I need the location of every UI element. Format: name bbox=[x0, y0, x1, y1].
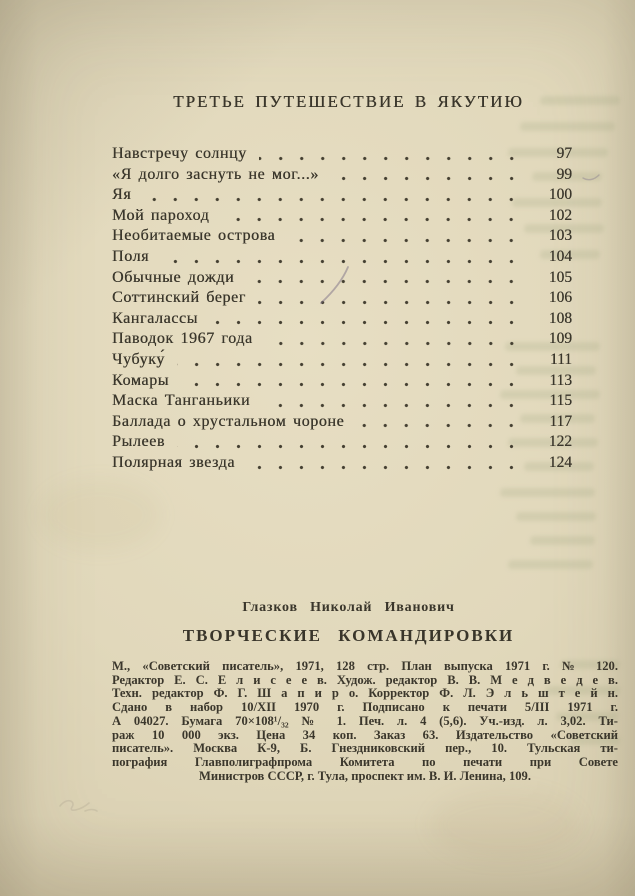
toc-entry-page: 117 bbox=[549, 412, 572, 430]
toc-entry-title: Баллада о хрустальном чороне bbox=[112, 412, 345, 430]
toc-entry-title: «Я долго заснуть не мог...» bbox=[112, 165, 319, 183]
toc-entry-title: Поля bbox=[112, 247, 150, 265]
toc-row bbox=[112, 412, 572, 433]
colophon-line: Техн. редактор Ф. Г. Ш а п и р о. Корректор Ф. Л. Э л ь ш т е й н. bbox=[112, 686, 618, 701]
toc-entry-page: 104 bbox=[548, 247, 572, 265]
colophon-line: пография Главполиграфпрома Комитета по печати при Совете bbox=[112, 754, 618, 769]
toc-entry-title: Кангалассы bbox=[112, 309, 198, 327]
toc-entry-title: Яя bbox=[112, 186, 132, 204]
toc-entry-page: 106 bbox=[548, 289, 572, 307]
dot-leader bbox=[356, 423, 522, 428]
author-name: Глазков Николай Иванович bbox=[242, 600, 455, 615]
toc-entry-page: 103 bbox=[548, 227, 572, 245]
toc-row bbox=[112, 453, 572, 474]
toc-entry-page: 122 bbox=[548, 433, 572, 451]
dot-leader bbox=[143, 197, 522, 202]
toc-row bbox=[112, 206, 572, 227]
dot-leader bbox=[262, 403, 522, 408]
dot-leader bbox=[177, 444, 522, 449]
colophon-line: Сдано в набор 10/XII 1970 г. Подписано к печати 5/III 1971 г. bbox=[112, 700, 618, 715]
toc-entry-title: Мой пароход bbox=[112, 206, 210, 224]
colophon bbox=[112, 660, 618, 783]
toc-row bbox=[112, 185, 572, 206]
toc-entry-page: 108 bbox=[548, 309, 572, 327]
toc-entry-page: 105 bbox=[548, 268, 572, 286]
section-title: ТРЕТЬЕ ПУТЕШЕСТВИЕ В ЯКУТИЮ bbox=[173, 92, 524, 111]
book-title: ТВОРЧЕСКИЕ КОМАНДИРОВКИ bbox=[182, 626, 515, 645]
toc-row bbox=[112, 309, 572, 330]
colophon-line: писатель». Москва К-9, Б. Гнездниковский пер., 10. Тульская ти- bbox=[112, 741, 618, 756]
toc-row bbox=[112, 391, 572, 412]
toc-row bbox=[112, 144, 572, 165]
toc-row bbox=[112, 432, 572, 453]
toc-entry-title: Обычные дожди bbox=[112, 268, 235, 286]
toc-entry-page: 100 bbox=[548, 186, 572, 204]
toc-entry-page: 111 bbox=[549, 350, 572, 368]
dot-leader bbox=[287, 238, 522, 243]
toc-entry-title: Необитаемые острова bbox=[112, 227, 276, 245]
colophon-line: А 04027. Бумага 70×108¹/₃₂ № 1. Печ. л. 4 (5,6). Уч.-изд. л. 3,02. Ти- bbox=[112, 713, 618, 728]
toc-row bbox=[112, 350, 572, 371]
toc-entry-title: Чубуку́ bbox=[112, 350, 165, 368]
dot-leader bbox=[331, 176, 522, 181]
dot-leader bbox=[259, 156, 522, 161]
colophon-line: Министров СССР, г. Тула, проспект им. В. И. Ленина, 109. bbox=[198, 768, 532, 783]
toc-row bbox=[112, 226, 572, 247]
toc-entry-title: Комары bbox=[112, 371, 170, 389]
toc-entry-page: 102 bbox=[548, 206, 572, 224]
toc-entry-page: 99 bbox=[556, 165, 572, 183]
toc-entry-page: 97 bbox=[556, 145, 572, 162]
dot-leader bbox=[161, 259, 522, 264]
toc-row bbox=[112, 329, 572, 350]
toc-entry-title: Полярная звезда bbox=[112, 453, 236, 471]
toc-row bbox=[112, 288, 572, 309]
toc-entry-page: 115 bbox=[549, 392, 572, 410]
toc-row bbox=[112, 371, 572, 392]
toc-row bbox=[112, 247, 572, 268]
toc-entry-title: Навстречу солнцу bbox=[112, 145, 247, 162]
toc-entry-title: Соттинский берег bbox=[112, 289, 246, 307]
dot-leader bbox=[246, 279, 522, 284]
toc-entry-page: 124 bbox=[548, 453, 572, 471]
colophon-line: Редактор Е. С. Е л и с е е в. Худож. редактор В. В. М е д в е д е в. bbox=[112, 672, 618, 687]
toc-entry-page: 113 bbox=[549, 371, 572, 389]
dot-leader bbox=[258, 300, 522, 305]
dot-leader bbox=[265, 341, 522, 346]
dot-leader bbox=[177, 362, 522, 367]
toc-entry-title: Маска Танганьики bbox=[112, 392, 251, 410]
toc-entry-title: Паводок 1967 года bbox=[112, 330, 253, 348]
toc-entry-page: 109 bbox=[548, 330, 572, 348]
dot-leader bbox=[210, 320, 522, 325]
dot-leader bbox=[247, 465, 522, 470]
colophon-line: М., «Советский писатель», 1971, 128 стр. План выпуска 1971 г. № 120. bbox=[112, 659, 618, 673]
toc-row bbox=[112, 268, 572, 289]
colophon-line: раж 10 000 экз. Цена 34 коп. Заказ 63. Издательство «Советский bbox=[112, 727, 618, 742]
toc-row bbox=[112, 165, 572, 186]
toc-entry-title: Рылеев bbox=[112, 433, 165, 451]
dot-leader bbox=[221, 217, 522, 222]
toc-list bbox=[112, 144, 572, 474]
dot-leader bbox=[181, 382, 522, 387]
